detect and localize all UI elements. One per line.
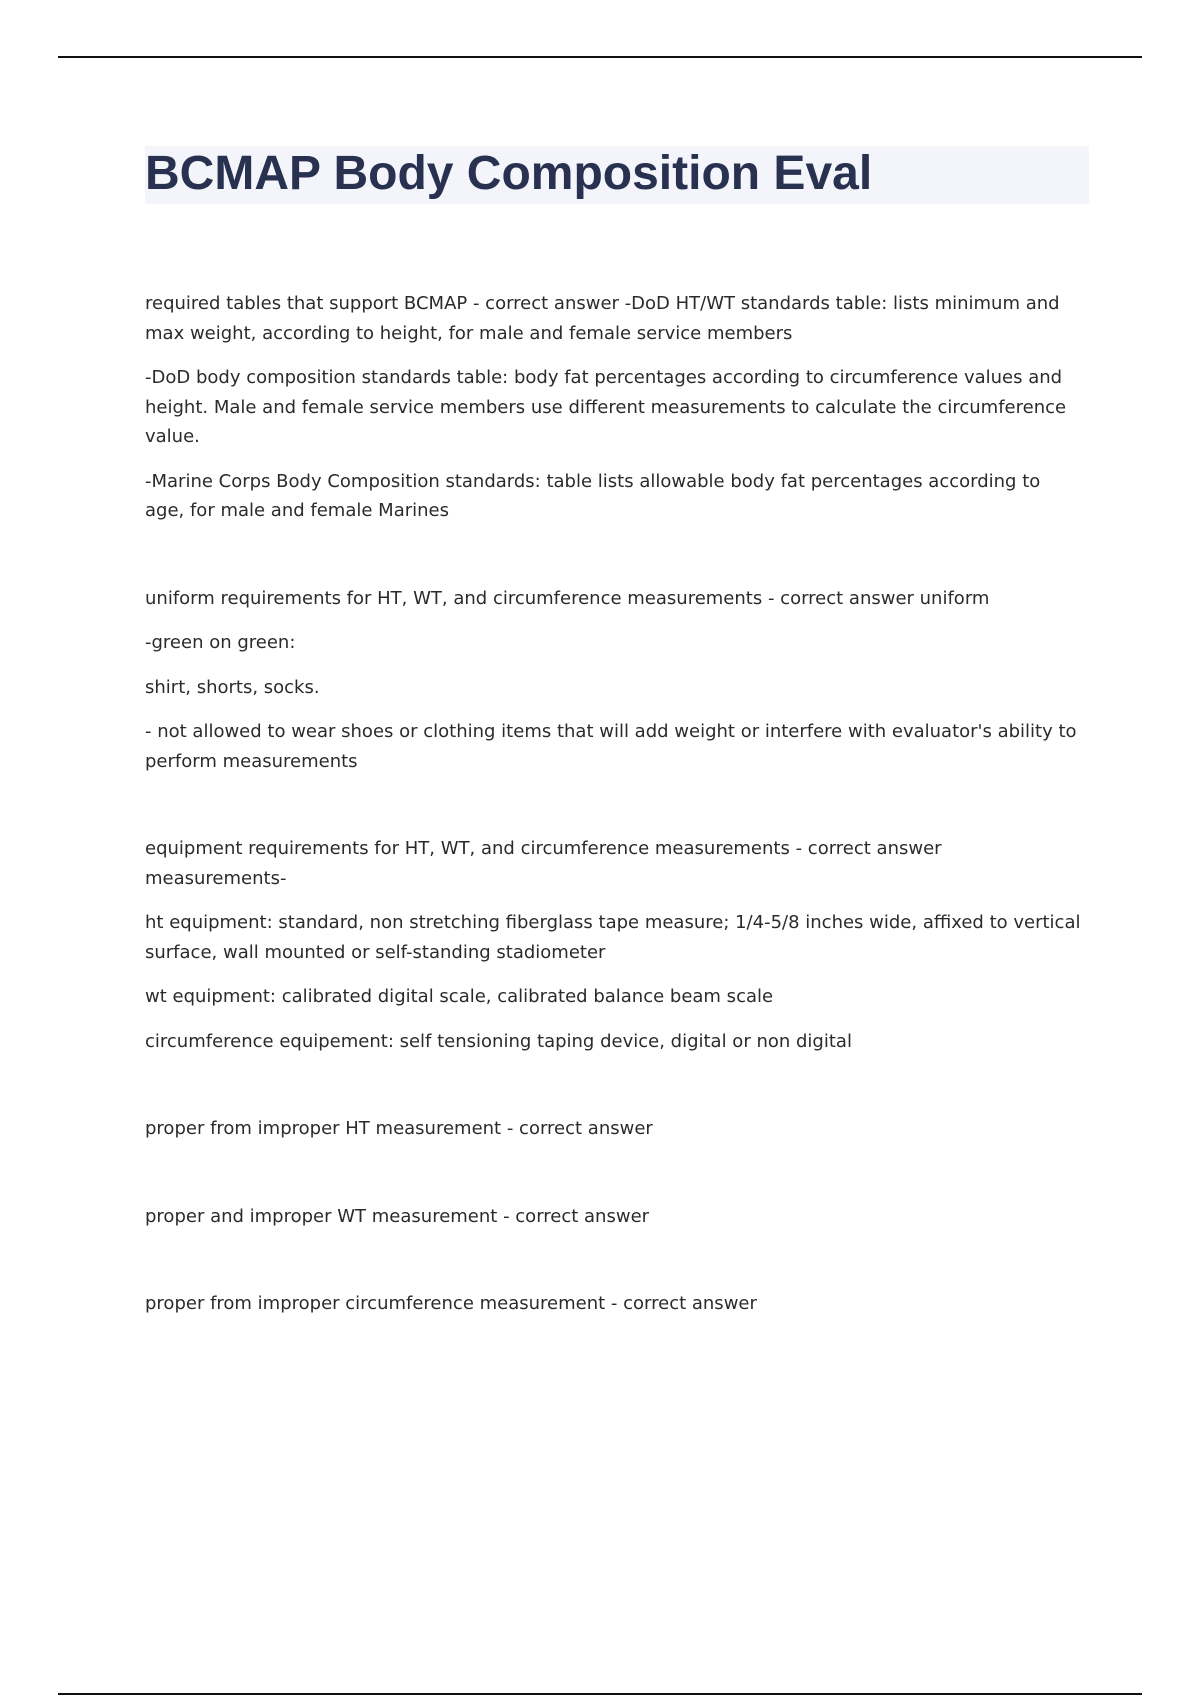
flashcard-entry — [145, 584, 1085, 777]
entry-paragraph: required tables that support BCMAP - correct answer -DoD HT/WT standards table: lists minimum and max weight, according to height, for male and female service members — [145, 293, 1060, 344]
entry-paragraph: proper from improper circumference measurement - correct answer — [145, 1293, 757, 1314]
flashcard-entry — [145, 289, 1085, 526]
entry-paragraph: uniform requirements for HT, WT, and circumference measurements - correct answer uniform — [145, 587, 990, 609]
entry-paragraph: proper and improper WT measurement - correct answer — [145, 1205, 650, 1227]
flashcard-entry — [145, 1289, 1085, 1319]
entry-paragraph: ht equipment: standard, non stretching fiberglass tape measure; 1/4-5/8 inches wide, affixed to vertical surface, wall mounted or self-standing stadiometer — [145, 912, 1081, 963]
entry-paragraph: -Marine Corps Body Composition standards: table lists allowable body fat percentages according to age, for male and female Marines — [145, 470, 1041, 521]
flashcard-entry — [145, 1114, 1085, 1144]
entry-paragraph: shirt, shorts, socks. — [145, 676, 320, 698]
entry-paragraph: circumference equipement: self tensioning taping device, digital or non digital — [145, 1030, 852, 1052]
page-title: BCMAP Body Composition Eval — [145, 147, 873, 200]
entry-paragraph: -green on green: — [145, 632, 296, 653]
entry-paragraph: proper from improper HT measurement - correct answer — [145, 1118, 653, 1139]
document-body — [145, 289, 1085, 1319]
top-rule — [58, 56, 1142, 58]
flashcard-entry — [145, 834, 1085, 1056]
bottom-rule — [58, 1693, 1142, 1695]
flashcard-entry — [145, 1202, 1085, 1232]
entry-paragraph: -DoD body composition standards table: body fat percentages according to circumference values and height. Male and female service members use different measurements to calculate the circumference value. — [145, 367, 1067, 447]
entry-paragraph: equipment requirements for HT, WT, and circumference measurements - correct answer measurements- — [145, 838, 942, 889]
entry-paragraph: - not allowed to wear shoes or clothing items that will add weight or interfere with evaluator's ability to perform measurements — [145, 721, 1077, 772]
entry-paragraph: wt equipment: calibrated digital scale, calibrated balance beam scale — [145, 986, 774, 1007]
